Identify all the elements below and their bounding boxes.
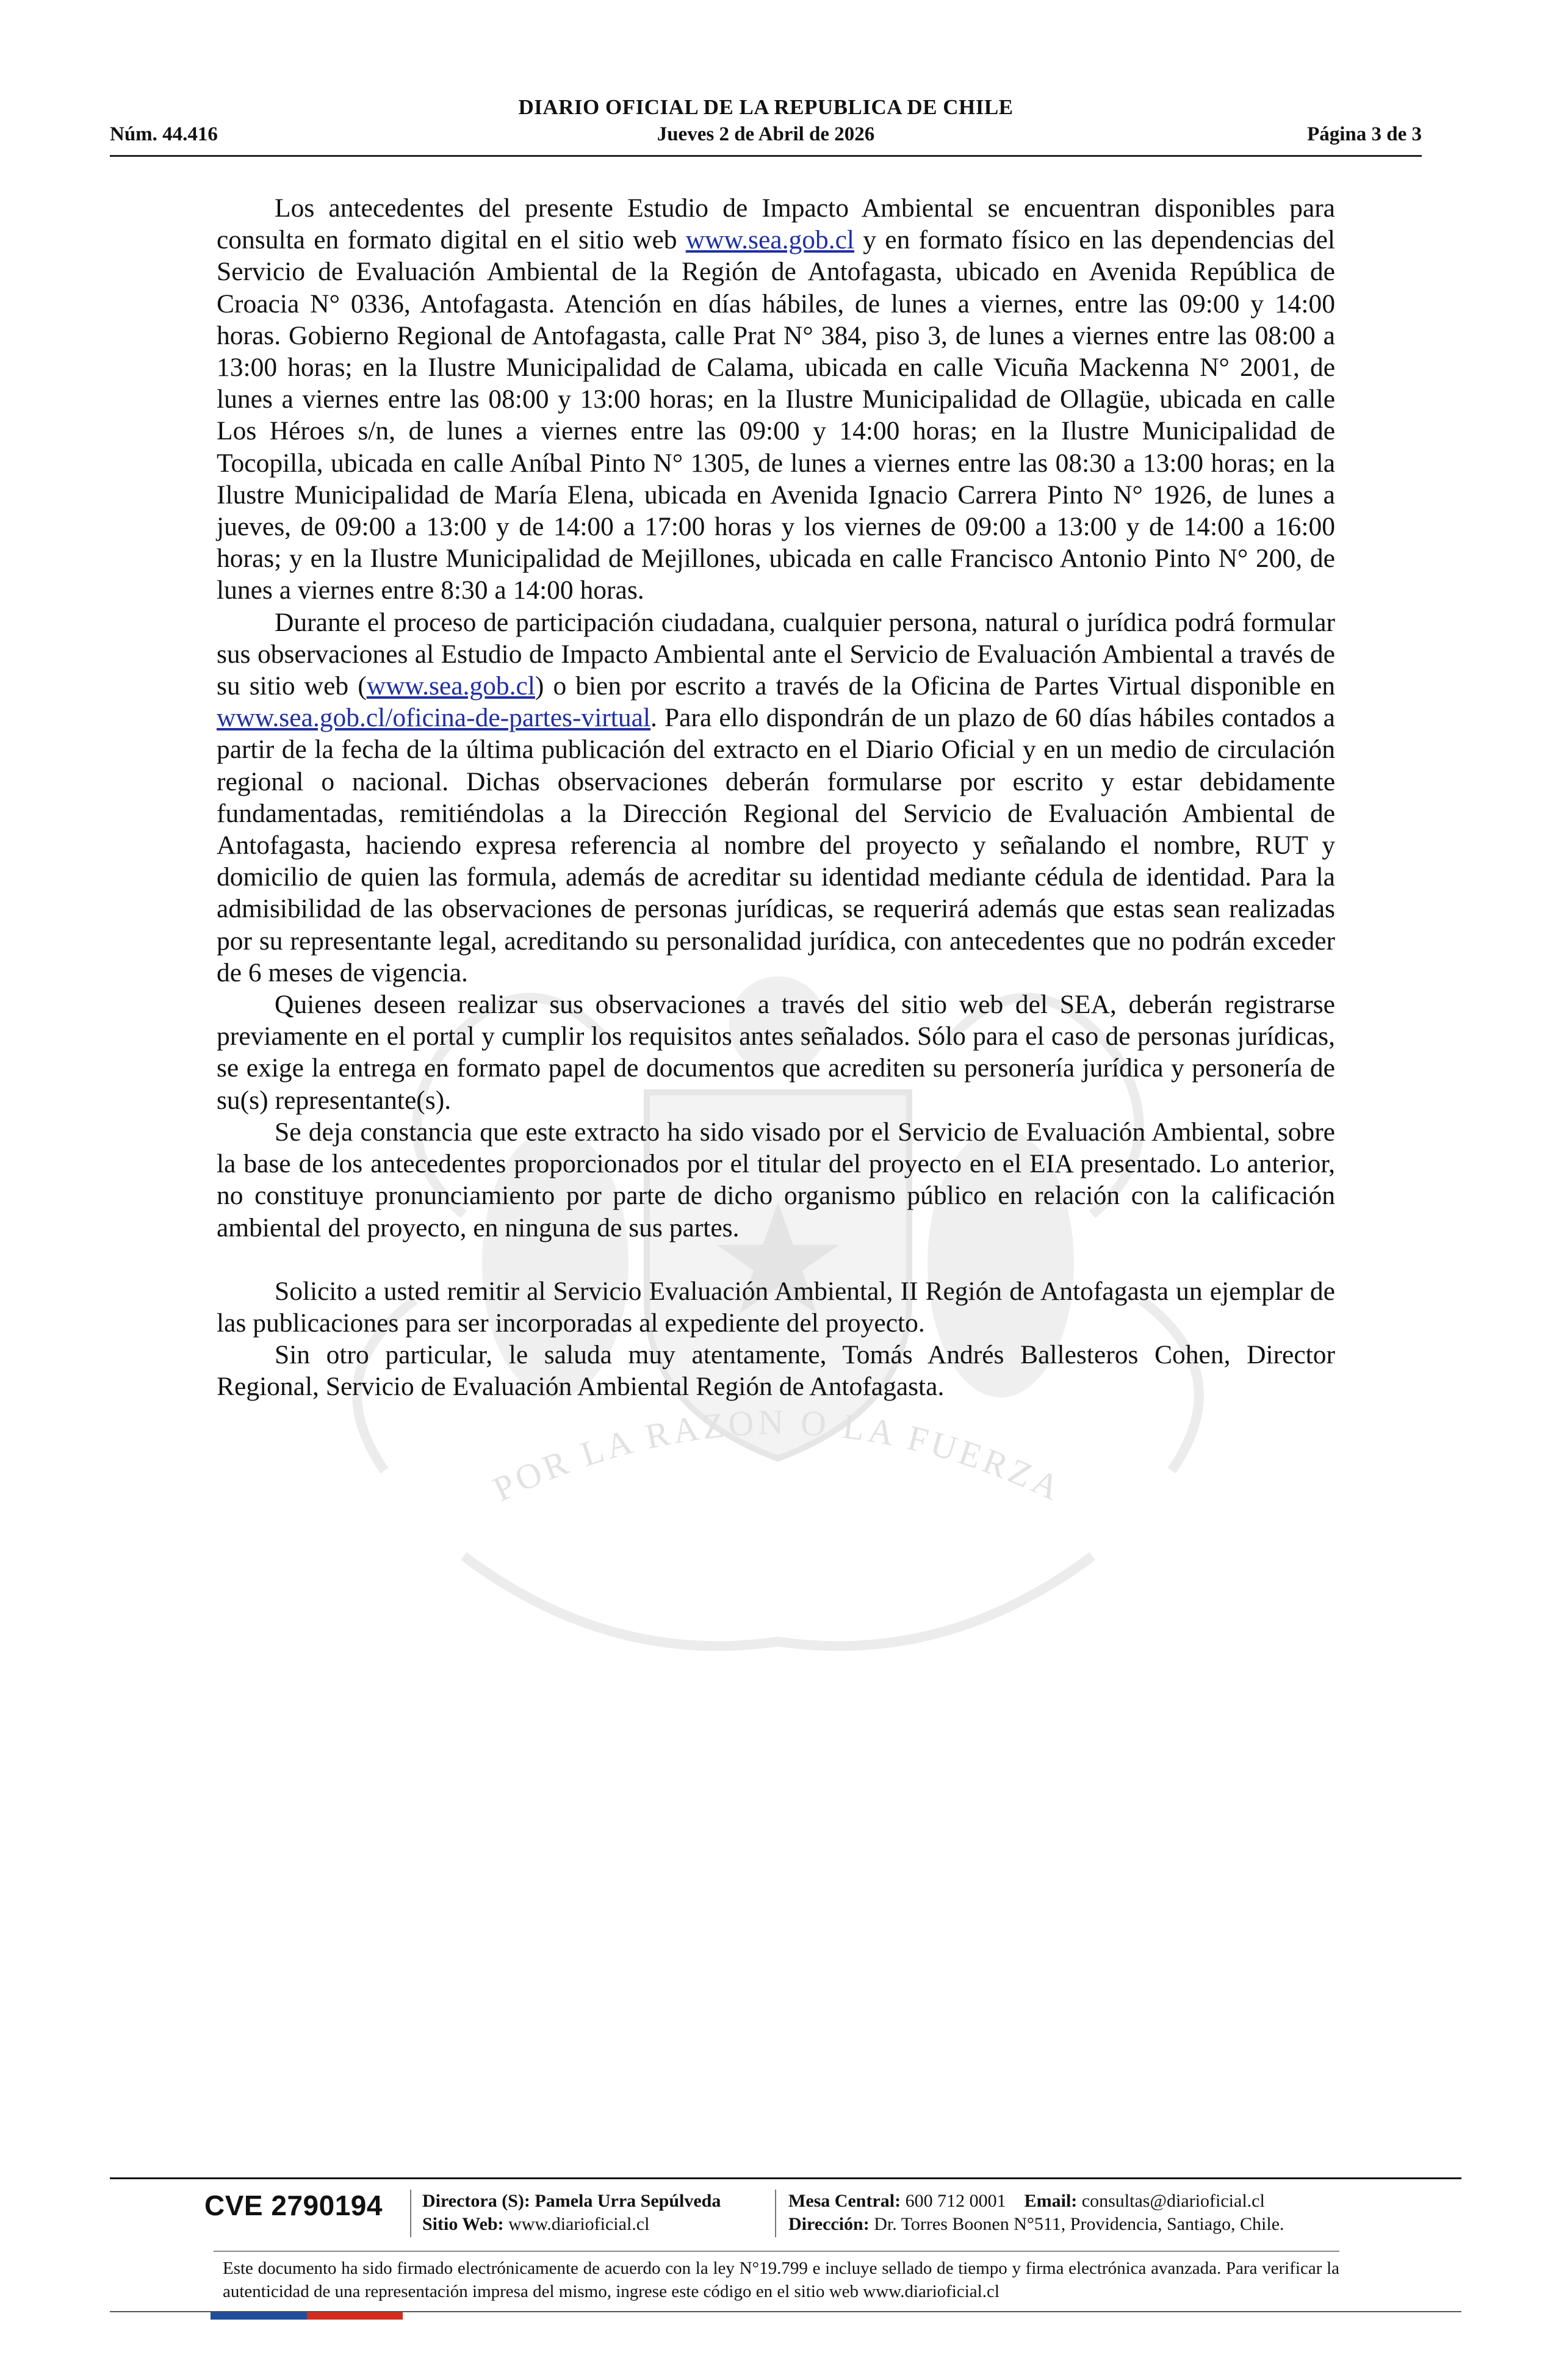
footer-divider-2 [775, 2190, 776, 2237]
flag-bar-blue [211, 2312, 307, 2320]
paragraph-participation: Durante el proceso de participación ciudadana, cualquier persona, natural o jurídica podrá formular sus observaciones al Estudio de Impacto Ambiental ante el Servicio de Evaluación Ambiental a través de su sitio web (www.sea.gob.cl) o bien por escrito a través de la Oficina de Partes Virtual disponible en www.sea.gob.cl/oficina-de-partes-virtual. Para ello dispondrán de un plazo de 60 días hábiles contados a partir de la fecha de la última publicación del extracto en el Diario Oficial y en un medio de circulación regional o nacional. Dichas observaciones deberán formularse por escrito y estar debidamente fundamentadas, remitiéndolas a la Dirección Regional del Servicio de Evaluación Ambiental de Antofagasta, haciendo expresa referencia al nombre del proyecto y señalando el nombre, RUT y domicilio de quien las formula, además de acreditar su identidad mediante cédula de identidad. Para la admisibilidad de las observaciones de personas jurídicas, se requerirá además que estas sean realizadas por su representante legal, acreditando su personalidad jurídica, con antecedentes que no podrán exceder de 6 meses de vigencia. [217, 607, 1336, 987]
paragraph-disclaimer: Se deja constancia que este extracto ha sido visado por el Servicio de Evaluación Ambiental, sobre la base de los antecedentes proporcionados por el titular del proyecto en el EIA presentado. Lo anterior, no constituye pronunciamiento por parte de dicho organismo público en relación con la calificación ambiental del proyecto, en ninguna de sus partes. [217, 1117, 1335, 1242]
cve-code: CVE 2790194 [204, 2190, 383, 2221]
header-rule [110, 155, 1422, 157]
sea-website-link-2[interactable]: www.sea.gob.cl [366, 671, 535, 701]
issue-date: Jueves 2 de Abril de 2026 [657, 123, 875, 145]
footer-website[interactable]: www.diarioficial.cl [508, 2214, 650, 2234]
footer-phone: 600 712 0001 [905, 2191, 1006, 2211]
issue-number: Núm. 44.416 [110, 123, 218, 145]
virtual-office-link[interactable]: www.sea.gob.cl/oficina-de-partes-virtual [217, 703, 651, 733]
flag-color-bar [211, 2312, 403, 2320]
paragraph-request: Solicito a usted remitir al Servicio Evaluación Ambiental, II Región de Antofagasta un ejemplar de las publicaciones para ser incorporadas al expediente del proyecto. [217, 1276, 1335, 1338]
director-name: Pamela Urra Sepúlveda [535, 2191, 721, 2211]
sea-website-link[interactable]: www.sea.gob.cl [685, 225, 854, 255]
paragraph-web-registration: Quienes deseen realizar sus observaciones a través del sitio web del SEA, deberán registrarse previamente en el portal y cumplir los requisitos antes señalados. Sólo para el caso de personas jurídicas, se exige la entrega en formato papel de documentos que acrediten su personería jurídica y personería de su(s) representante(s). [217, 990, 1335, 1115]
paragraph-signature: Sin otro particular, le saluda muy atentamente, Tomás Andrés Ballesteros Cohen, Director Regional, Servicio de Evaluación Ambiental Región de Antofagasta. [217, 1340, 1335, 1402]
document-body [217, 192, 1335, 1403]
flag-bar-red [307, 2312, 403, 2320]
publication-name: DIARIO OFICIAL DE LA REPUBLICA DE CHILE [518, 95, 1014, 119]
footer-director-block: Directora (S): Pamela Urra Sepúlveda Sitio Web: www.diarioficial.cl [422, 2191, 721, 2234]
paragraph-availability: Los antecedentes del presente Estudio de Impacto Ambiental se encuentran disponibles para consulta en formato digital en el sitio web www.sea.gob.cl y en formato físico en las dependencias del Servicio de Evaluación Ambiental de la Región de Antofagasta, ubicado en Avenida República de Croacia N° 0336, Antofagasta. Atención en días hábiles, de lunes a viernes, entre las 09:00 y 14:00 horas. Gobierno Regional de Antofagasta, calle Prat N° 384, piso 3, de lunes a viernes entre las 08:00 a 13:00 horas; en la Ilustre Municipalidad de Calama, ubicada en calle Vicuña Mackenna N° 2001, de lunes a viernes entre las 08:00 y 13:00 horas; en la Ilustre Municipalidad de Ollagüe, ubicada en calle Los Héroes s/n, de lunes a viernes entre las 09:00 y 14:00 horas; en la Ilustre Municipalidad de Tocopilla, ubicada en calle Aníbal Pinto N° 1305, de lunes a viernes entre las 08:30 a 13:00 horas; en la Ilustre Municipalidad de María Elena, ubicada en Avenida Ignacio Carrera Pinto N° 1926, de lunes a jueves, de 09:00 a 13:00 y de 14:00 a 17:00 horas y los viernes de 09:00 a 13:00 y de 14:00 a 16:00 horas; y en la Ilustre Municipalidad de Mejillones, ubicada en calle Francisco Antonio Pinto N° 200, de lunes a viernes entre 8:30 a 14:00 horas. [217, 193, 1335, 605]
footer-mid-rule [214, 2251, 1339, 2252]
page-header [110, 92, 1422, 159]
footer-email[interactable]: consultas@diarioficial.cl [1081, 2191, 1265, 2211]
page-number: Página 3 de 3 [1307, 123, 1422, 145]
footer-address: Dr. Torres Boonen N°511, Providencia, Santiago, Chile. [874, 2214, 1284, 2234]
watermark-motto: POR LA RAZON O LA FUERZA [486, 1402, 1069, 1510]
footer-divider-1 [410, 2190, 411, 2237]
footer-signature-note: Este documento ha sido firmado electrónicamente de acuerdo con la ley N°19.799 e incluye sellado de tiempo y firma electrónica avanzada. Para verificar la autenticidad de una representación impresa del mismo, ingrese este código en el sitio web www.diarioficial.cl [223, 2259, 1339, 2301]
footer-contact-block: Mesa Central: 600 712 0001 Email: consultas@diarioficial.cl Dirección: Dr. Torres Boonen N°511, Providencia, Santiago, Chile. [788, 2191, 1284, 2234]
footer-top-rule [110, 2177, 1461, 2179]
